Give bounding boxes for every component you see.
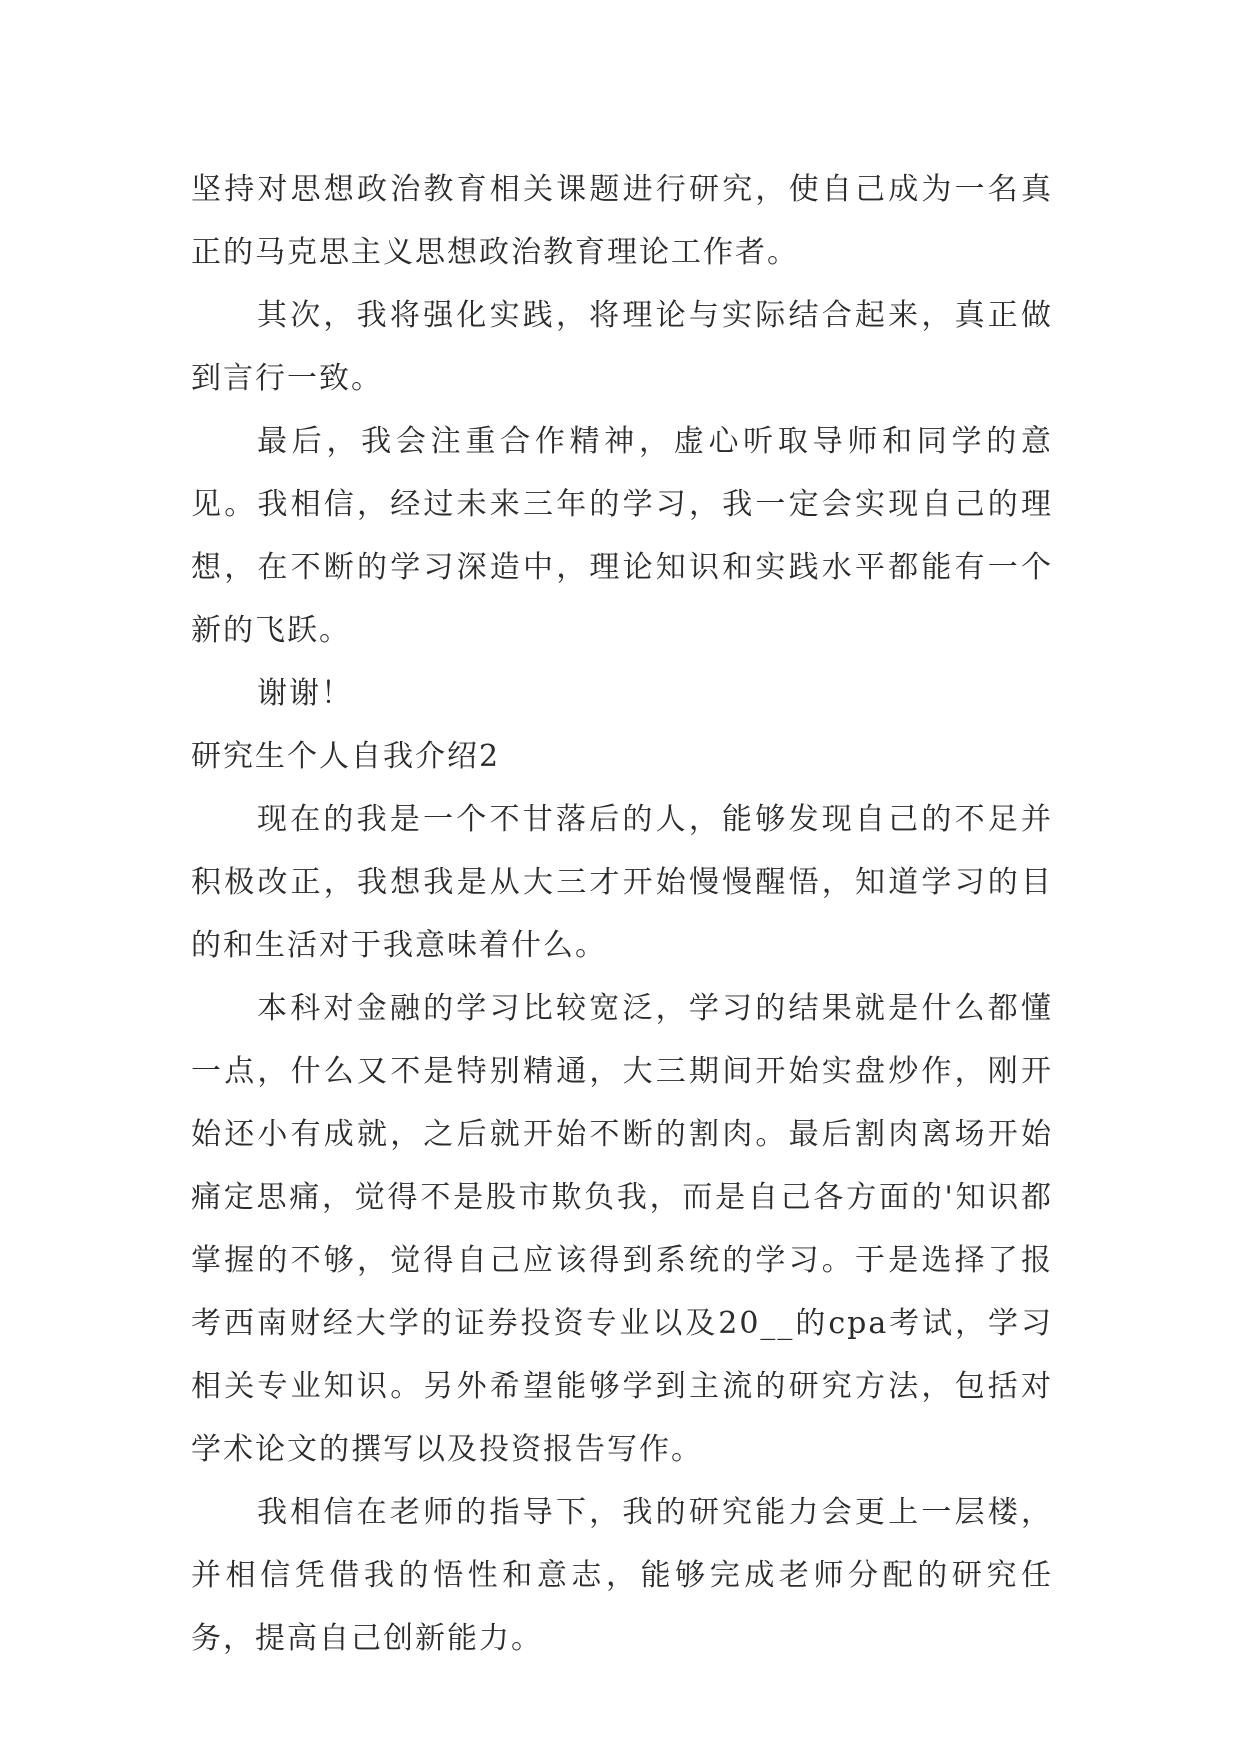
paragraph-thanks: 谢谢！ bbox=[257, 676, 353, 711]
paragraph-current-self: 现在的我是一个不甘落后的人，能够发现自己的不足并积极改正，我想我是从大三才开始慢慢醒悟，知道学习的目的和生活对于我意味着什么。 bbox=[191, 802, 1053, 963]
document-body bbox=[191, 158, 1053, 1670]
paragraph-belief: 我相信在老师的指导下，我的研究能力会更上一层楼，并相信凭借我的悟性和意志，能够完成老师分配的研究任务，提高自己创新能力。 bbox=[191, 1495, 1053, 1656]
paragraph-practice: 其次，我将强化实践，将理论与实际结合起来，真正做到言行一致。 bbox=[191, 298, 1053, 396]
paragraph-cooperation: 最后，我会注重合作精神，虚心听取导师和同学的意见。我相信，经过未来三年的学习，我一定会实现自己的理想，在不断的学习深造中，理论知识和实践水平都能有一个新的飞跃。 bbox=[191, 424, 1053, 648]
paragraph-continued: 坚持对思想政治教育相关课题进行研究，使自己成为一名真正的马克思主义思想政治教育理论工作者。 bbox=[191, 172, 1053, 270]
section-heading: 研究生个人自我介绍2 bbox=[191, 739, 501, 774]
paragraph-undergraduate-study: 本科对金融的学习比较宽泛，学习的结果就是什么都懂一点，什么又不是特别精通，大三期间开始实盘炒作，刚开始还小有成就，之后就开始不断的割肉。最后割肉离场开始痛定思痛，觉得不是股市欺负我，而是自己各方面的'知识都掌握的不够，觉得自己应该得到系统的学习。于是选择了报考西南财经大学的证券投资专业以及20__的cpa考试，学习相关专业知识。另外希望能够学到主流的研究方法，包括对学术论文的撰写以及投资报告写作。 bbox=[191, 991, 1053, 1467]
